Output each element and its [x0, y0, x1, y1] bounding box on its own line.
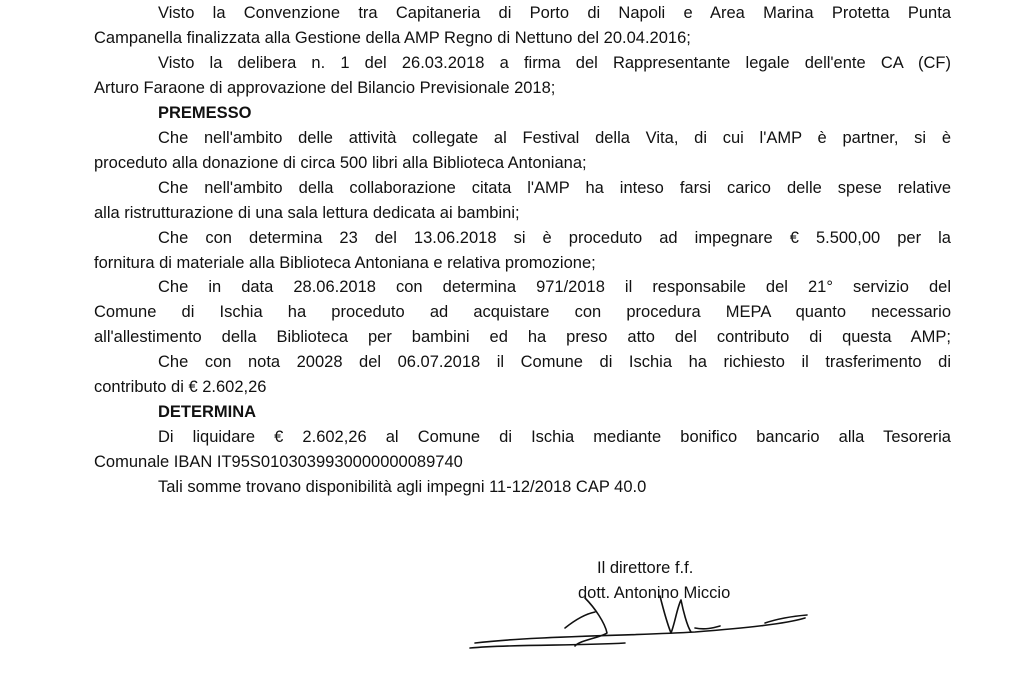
signature-role: Il direttore f.f.	[597, 559, 694, 577]
document-line: Che in data 28.06.2018 con determina 971/2018 il responsabile del 21° servizio del	[158, 278, 951, 297]
signature-name: dott. Antonino Miccio	[578, 584, 731, 602]
document-line: Campanella finalizzata alla Gestione della AMP Regno di Nettuno del 20.04.2016;	[94, 28, 691, 47]
document-line: Visto la Convenzione tra Capitaneria di Porto di Napoli e Area Marina Protetta Punta	[158, 4, 951, 22]
document-line: Che con determina 23 del 13.06.2018 si è proceduto ad impegnare € 5.500,00 per la	[158, 228, 951, 247]
section-heading: DETERMINA	[158, 403, 257, 422]
document-line: contributo di € 2.602,26	[94, 378, 267, 397]
document-line: fornitura di materiale alla Biblioteca Antoniana e relativa promozione;	[94, 253, 596, 272]
document-line: Che nell'ambito delle attività collegate al Festival della Vita, di cui l'AMP è partner, si è	[158, 128, 951, 147]
document-line: proceduto alla donazione di circa 500 libri alla Biblioteca Antoniana;	[94, 153, 587, 172]
section-heading: PREMESSO	[158, 103, 252, 122]
document-line: all'allestimento della Biblioteca per bambini ed ha preso atto del contributo di questa AMP;	[94, 328, 951, 347]
document-line: Visto la delibera n. 1 del 26.03.2018 a firma del Rappresentante legale dell'ente CA (CF)	[158, 53, 951, 72]
document-line: Che con nota 20028 del 06.07.2018 il Comune di Ischia ha richiesto il trasferimento di	[158, 353, 951, 372]
handwritten-signature	[455, 588, 835, 658]
document-line: Di liquidare € 2.602,26 al Comune di Ischia mediante bonifico bancario alla Tesoreria	[158, 428, 951, 447]
document-line: Che nell'ambito della collaborazione citata l'AMP ha inteso farsi carico delle spese relative	[158, 178, 951, 197]
document-line: alla ristrutturazione di una sala lettura dedicata ai bambini;	[94, 203, 520, 222]
document-line: Tali somme trovano disponibilità agli impegni 11-12/2018 CAP 40.0	[158, 478, 647, 497]
document-line: Comune di Ischia ha proceduto ad acquistare con procedura MEPA quanto necessario	[94, 303, 951, 322]
document-line: Comunale IBAN IT95S0103039930000000089740	[94, 453, 463, 472]
document-line: Arturo Faraone di approvazione del Bilancio Previsionale 2018;	[94, 78, 556, 97]
